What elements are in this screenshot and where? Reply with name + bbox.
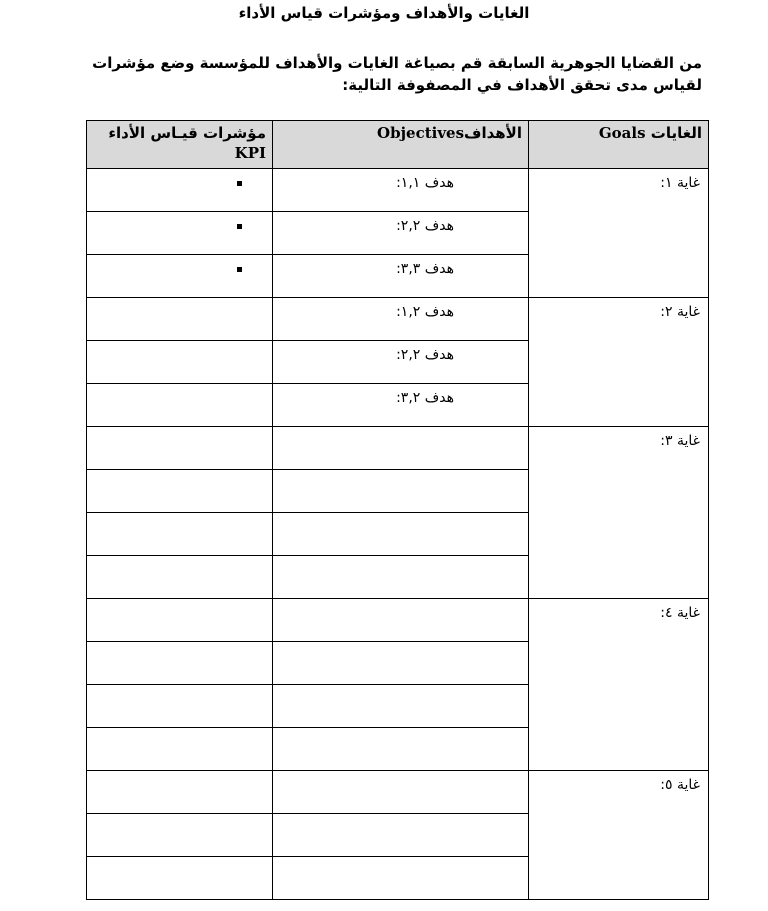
goal-cell: غاية ١: [529,169,709,298]
bullet-icon [237,181,242,186]
objective-cell[interactable] [273,169,529,212]
kpi-cell[interactable] [87,599,273,642]
objective-cell[interactable] [273,857,529,900]
header-kpi [87,121,273,169]
goal-cell: غاية ٢: [529,298,709,427]
kpi-cell[interactable] [87,685,273,728]
kpi-cell[interactable] [87,642,273,685]
table-row [87,298,709,341]
kpi-cell[interactable] [87,212,273,255]
objective-label: هدف ١,٢: [396,304,454,320]
objective-cell[interactable] [273,341,529,384]
bullet-icon [237,224,242,229]
table-row [87,427,709,470]
objective-cell[interactable] [273,814,529,857]
objective-cell[interactable] [273,470,529,513]
goal-cell: غاية ٤: [529,599,709,771]
objective-label: هدف ٣,٢: [396,390,454,406]
kpi-cell[interactable] [87,771,273,814]
objective-label: هدف ١,١: [396,175,454,191]
objective-cell[interactable] [273,384,529,427]
kpi-cell[interactable] [87,857,273,900]
header-goals-ar: الغايات [650,124,702,142]
header-objectives-ar: الأهداف [464,124,522,142]
objective-cell[interactable] [273,728,529,771]
kpi-cell[interactable] [87,814,273,857]
table-row [87,169,709,212]
header-goals [529,121,709,169]
header-kpi-en: KPI [234,144,266,162]
kpi-cell[interactable] [87,169,273,212]
kpi-cell[interactable] [87,470,273,513]
objective-cell[interactable] [273,513,529,556]
objective-label: هدف ٢,٢: [396,347,454,363]
header-kpi-ar: مؤشرات قيـاس الأداء [108,124,266,142]
objective-cell[interactable] [273,298,529,341]
objective-cell[interactable] [273,599,529,642]
objective-cell[interactable] [273,771,529,814]
kpi-cell[interactable] [87,728,273,771]
header-objectives [273,121,529,169]
kpi-cell[interactable] [87,298,273,341]
matrix-body [87,169,709,900]
page-title: الغايات والأهداف ومؤشرات قياس الأداء [238,4,530,22]
objective-cell[interactable] [273,642,529,685]
bullet-icon [237,267,242,272]
objective-label: هدف ٢,٢: [396,218,454,234]
objective-cell[interactable] [273,212,529,255]
table-row [87,599,709,642]
kpi-cell[interactable] [87,556,273,599]
kpi-cell[interactable] [87,427,273,470]
kpi-cell[interactable] [87,341,273,384]
objective-cell[interactable] [273,685,529,728]
header-objectives-en: Objectives [377,124,465,142]
goal-cell: غاية ٣: [529,427,709,599]
table-row [87,771,709,814]
kpi-cell[interactable] [87,384,273,427]
objective-cell[interactable] [273,556,529,599]
goal-cell: غاية ٥: [529,771,709,900]
kpi-cell[interactable] [87,255,273,298]
intro-paragraph: من القضايا الجوهرية السابقة قم بصياغة الغايات والأهداف للمؤسسة وضع مؤشرات لقياس مدى تحقق الأهداف في المصفوفة التالية: [92,54,702,94]
objective-cell[interactable] [273,427,529,470]
objective-label: هدف ٣,٣: [396,261,454,277]
header-goals-en: Goals [598,124,646,142]
header-row [87,121,709,169]
objective-cell[interactable] [273,255,529,298]
goals-matrix-table [86,120,709,900]
kpi-cell[interactable] [87,513,273,556]
